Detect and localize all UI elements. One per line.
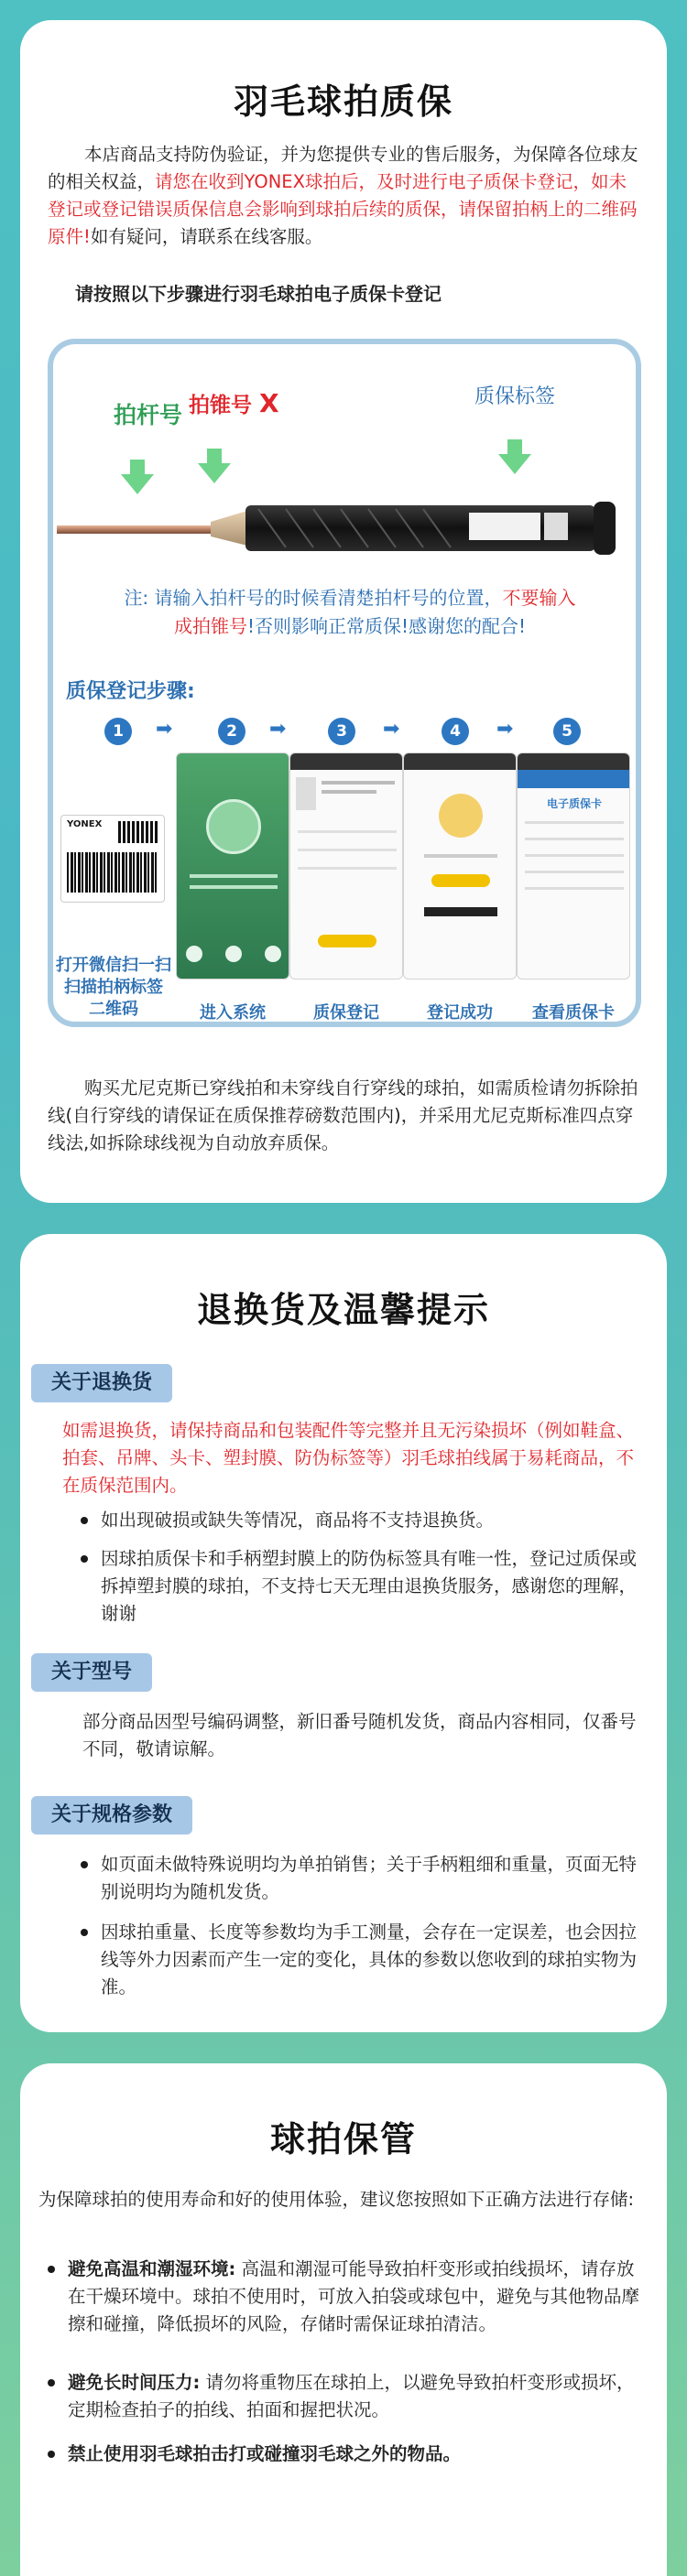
right-arrow-icon: ➡ [383,718,400,741]
warranty-tag-image [60,815,165,903]
step-number: 1 [104,718,132,745]
steps-title: 质保登记步骤: [66,680,195,703]
return-bullet: 如出现破损或缺失等情况，商品将不支持退换货。 [79,1507,647,1534]
step-number: 4 [442,718,469,745]
barcode-icon [67,852,158,893]
right-arrow-icon: ➡ [269,718,287,741]
restring-notice: 购买尤尼克斯已穿线拍和未穿线自行穿线的球拍，如需质检请勿拆除拍线(自行穿线的请保证在质保推荐磅数范围内)，并采用尤尼克斯标准四点穿线法,如拆除球线视为自动放弃质保。 [48,1077,638,1153]
racket-handle-image [57,489,632,568]
down-arrow-icon [498,454,531,474]
e-card-title: 电子质保卡 [546,797,602,810]
warranty-card [20,20,667,1203]
brand-text: YONEX [67,819,103,829]
instruction-heading: 请按照以下步骤进行羽毛球拍电子质保卡登记 [75,283,442,305]
model-note: 部分商品因型号编码调整，新旧番号随机发货，商品内容相同，仅番号不同，敬请谅解。 [82,1711,637,1759]
shaft-number-label: 拍杆号 [114,402,183,428]
tag-returns: 关于退换货 [31,1364,172,1402]
qr-code-icon [118,821,158,843]
step-caption: 查看质保卡 [532,1003,615,1023]
specs-bullet: 如页面未做特殊说明均为单拍销售；关于手柄粗细和重量，页面无特别说明均为随机发货。 [79,1851,647,1906]
step-caption: 登记成功 [427,1003,493,1023]
phone-screen-card [517,752,630,980]
right-arrow-icon: ➡ [156,718,173,741]
storage-bullet: 避免高温和潮湿环境: 高温和潮湿可能导致拍杆变形或拍线损坏，请存放在干燥环境中。球拍不使用时，可放入拍袋或球包中，避免与其他物品摩擦和碰撞，降低损坏的风险，存储时需保证球拍清洁。 [46,2256,647,2338]
racket-storage-card [20,2063,667,2576]
scan-icon [206,799,261,854]
warranty-intro: 本店商品支持防伪验证，并为您提供专业的售后服务，为保障各位球友的相关权益，请您在收到YONEX球拍后，及时进行电子质保卡登记，如未登记或登记错误质保信息会影响到球拍后续的质保，请保留拍柄上的二维码原件!如有疑问，请联系在线客服。 [48,144,638,247]
registration-frame [48,339,641,1027]
phone-screen-register [289,752,403,980]
phone-screen-success [403,752,517,980]
mascot-icon [439,794,483,838]
step-number: 2 [218,718,245,745]
submit-button-image [318,935,376,947]
storage-intro: 为保障球拍的使用寿命和好的使用体验，建议您按照如下正确方法进行存储: [38,2189,635,2210]
section-title: 退换货及温馨提示 [196,1290,490,1330]
right-arrow-icon: ➡ [496,718,514,741]
tag-specs: 关于规格参数 [31,1796,192,1835]
storage-bullet: 禁止使用羽毛球拍击打或碰撞羽毛球之外的物品。 [46,2441,647,2468]
storage-bullet: 避免长时间压力: 请勿将重物压在球拍上，以避免导致拍杆变形或损坏，定期检查拍子的拍线、拍面和握把状况。 [46,2369,647,2424]
step-caption: 进入系统 [200,1003,266,1023]
section-title: 球拍保管 [269,2119,417,2159]
warranty-label-caption: 质保标签 [474,385,556,408]
phone-screen-system [176,752,289,980]
return-conditions: 如需退换货，请保持商品和包装配件等完整并且无污染损坏（例如鞋盒、拍套、吊牌、头卡、塑封膜、防伪标签等）羽毛球拍线属于易耗商品，不在质保范围内。 [62,1420,635,1496]
step-number: 3 [328,718,355,745]
down-arrow-icon [198,463,231,483]
tag-model: 关于型号 [31,1653,152,1692]
specs-bullet: 因球拍重量、长度等参数均为手工测量，会存在一定误差，也会因拉线等外力因素而产生一定的变化，具体的参数以您收到的球拍实物为准。 [79,1919,647,2001]
step-caption: 质保登记 [313,1003,379,1023]
shaft-number-note: 注: 请输入拍杆号的时候看清楚拍杆号的位置，不要输入 成拍锥号!否则影响正常质保!感谢您的配合! [124,587,576,637]
step-caption: 打开微信扫一扫 扫描拍柄标签 二维码 [56,956,171,1019]
return-bullet: 因球拍质保卡和手柄塑封膜上的防伪标签具有唯一性，登记过质保或拆掉塑封膜的球拍，不支持七天无理由退换货服务，感谢您的理解，谢谢 [79,1545,647,1628]
page-title: 羽毛球拍质保 [233,81,453,122]
return-policy-card [20,1234,667,2032]
cone-number-label: 拍锥号 X [189,388,279,418]
step-number: 5 [553,718,581,745]
cross-icon: X [259,388,279,418]
